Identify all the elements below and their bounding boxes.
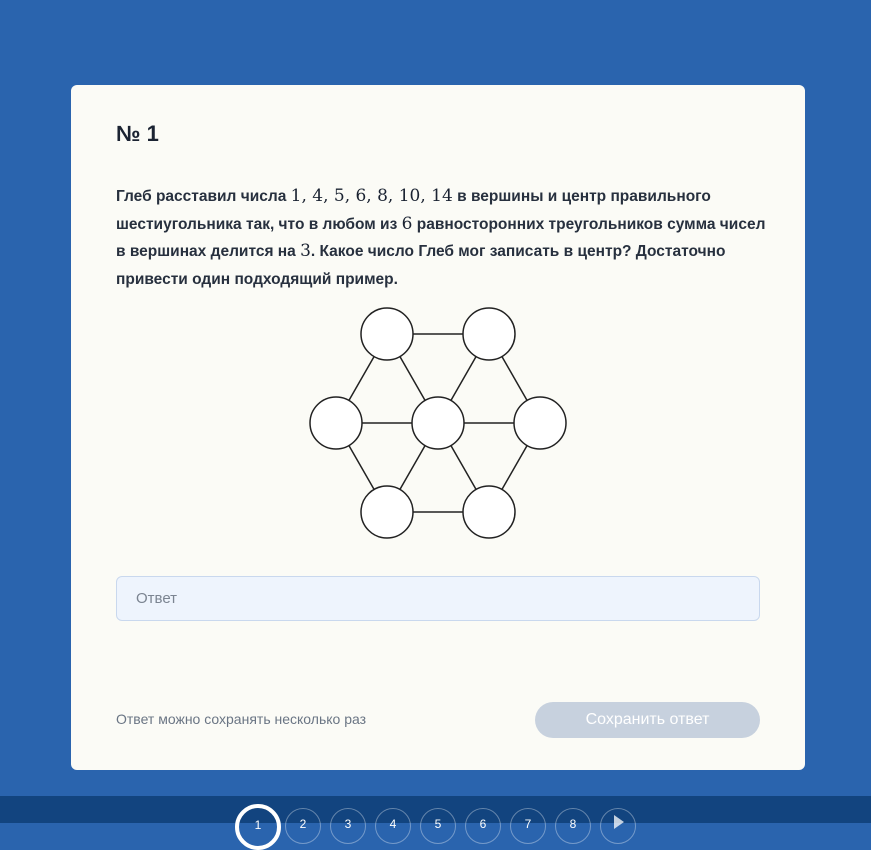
nav-task-6[interactable]: 6 (465, 808, 501, 844)
task-text-part: равносторонних треугольников сумма чисел в вершинах делится на (116, 215, 766, 260)
save-answer-button[interactable]: Сохранить ответ (535, 702, 760, 738)
task-text-part: Глеб расставил числа (116, 188, 291, 205)
nav-task-5[interactable]: 5 (420, 808, 456, 844)
nav-task-1[interactable]: 1 (235, 804, 281, 850)
nav-next-icon[interactable] (600, 808, 636, 844)
vertex-circle (463, 308, 515, 360)
vertex-circle (361, 308, 413, 360)
nav-task-3[interactable]: 3 (330, 808, 366, 844)
nav-task-4[interactable]: 4 (375, 808, 411, 844)
hexagon-vertices (310, 308, 566, 538)
center-circle (412, 397, 464, 449)
task-number: № 1 (116, 121, 159, 146)
task-number-inline: 6 (401, 213, 413, 234)
task-navigation-bar (0, 796, 871, 832)
vertex-circle (514, 397, 566, 449)
save-hint: Ответ можно сохранять несколько раз (116, 711, 367, 727)
task-card (71, 85, 805, 770)
task-number-inline: 3 (300, 241, 311, 261)
task-text-part: в вершины и центр правильного шестиугольника так, что в любом из (116, 188, 711, 233)
vertex-circle (463, 486, 515, 538)
nav-task-7[interactable]: 7 (510, 808, 546, 844)
task-text-part: . Какое число Глеб мог записать в центр? Достаточно привести один подходящий пример. (116, 243, 726, 288)
vertex-circle (310, 397, 362, 449)
nav-task-8[interactable]: 8 (555, 808, 591, 844)
task-text (116, 183, 766, 293)
nav-task-2[interactable]: 2 (285, 808, 321, 844)
task-numbers: 1, 4, 5, 6, 8, 10, 14 (290, 186, 453, 206)
hexagon-figure (307, 305, 569, 543)
answer-input[interactable] (116, 576, 760, 621)
vertex-circle (361, 486, 413, 538)
